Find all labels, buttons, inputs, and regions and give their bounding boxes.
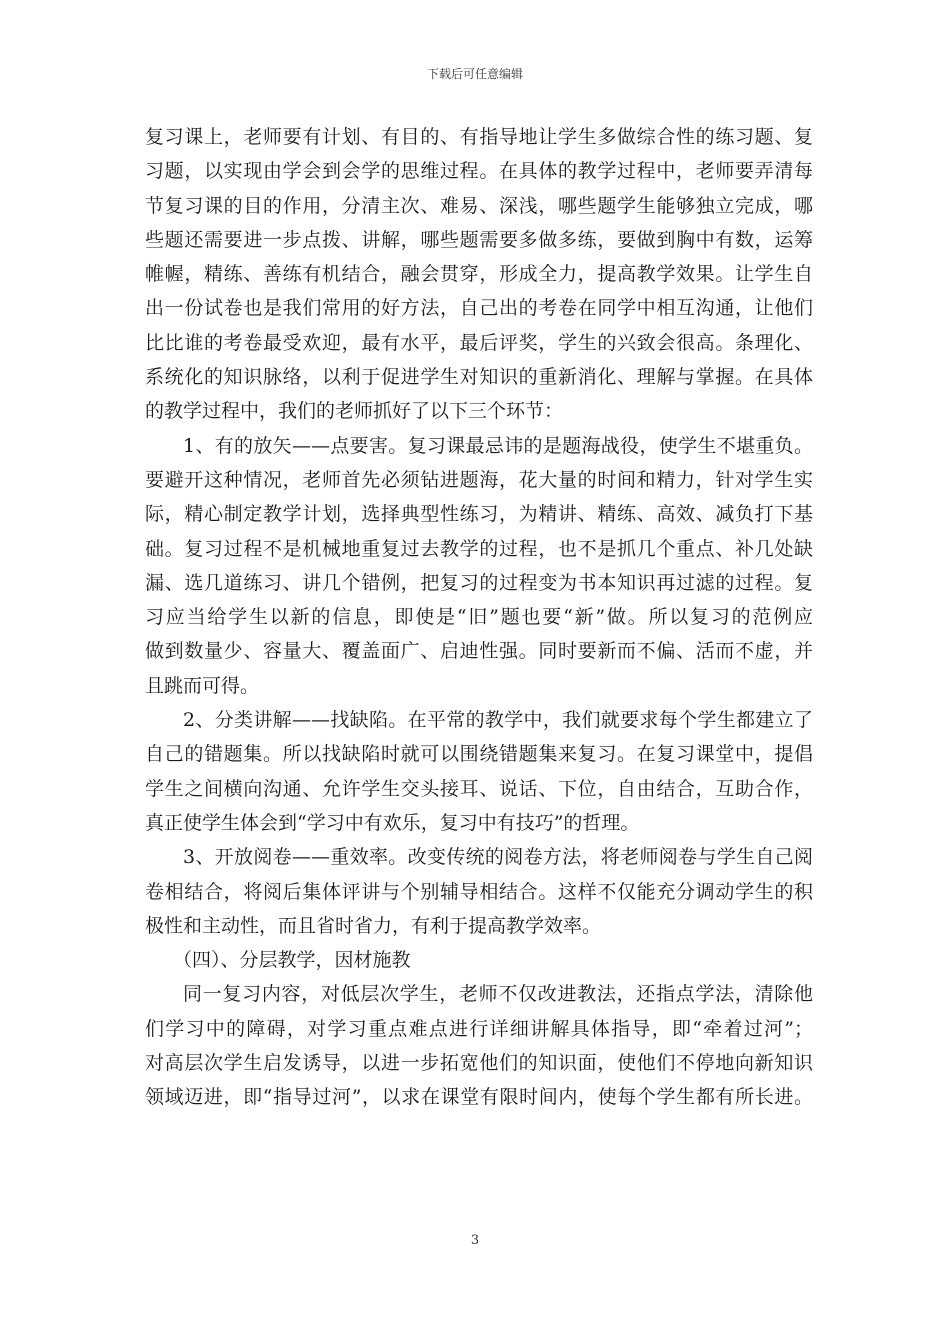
text-line: 的教学过程中，我们的老师抓好了以下三个环节： [145,400,564,423]
text-line: 做到数量少、容量大、覆盖面广、启迪性强。同时要新而不偏、活而不虚，并 [145,640,813,663]
text-line: 卷相结合，将阅后集体评讲与个别辅导相结合。这样不仅能充分调动学生的积 [145,880,813,903]
text-line: 们学习中的障碍，对学习重点难点进行详细讲解具体指导，即“牵着过河”； [145,1017,813,1040]
text-line: 际，精心制定教学计划，选择典型性练习，为精讲、精练、高效、减负打下基 [145,503,813,526]
text-line: 真正使学生体会到“学习中有欢乐，复习中有技巧”的哲理。 [145,811,640,834]
text-line: 2、分类讲解——找缺陷。在平常的教学中，我们就要求每个学生都建立了 [183,709,813,732]
text-line: 帷幄，精练、善练有机结合，融会贯穿，形成全力，提高教学效果。让学生自 [145,263,813,286]
text-line: 3、开放阅卷——重效率。改变传统的阅卷方法，将老师阅卷与学生自己阅 [183,846,813,869]
text-line: 节复习课的目的作用，分清主次、难易、深浅，哪些题学生能够独立完成，哪 [145,194,813,217]
text-line: 对高层次学生启发诱导，以进一步拓宽他们的知识面，使他们不停地向新知识 [145,1052,813,1075]
text-line: 习题，以实现由学会到会学的思维过程。在具体的教学过程中，老师要弄清每 [145,160,813,183]
text-line: 且跳而可得。 [145,674,260,697]
text-line: 同一复习内容，对低层次学生，老师不仅改进教法，还指点学法，清除他 [183,983,813,1006]
text-line: 础。复习过程不是机械地重复过去教学的过程，也不是抓几个重点、补几处缺 [145,537,813,560]
body-text [145,120,813,1115]
section-heading: （四）、分层教学，因材施教 [173,949,411,972]
text-line: 自己的错题集。所以找缺陷时就可以围绕错题集来复习。在复习课堂中，提倡 [145,743,813,766]
text-line: 复习课上，老师要有计划、有目的、有指导地让学生多做综合性的练习题、复 [145,126,813,148]
text-line: 漏、选几道练习、讲几个错例，把复习的过程变为书本知识再过滤的过程。复 [145,571,813,594]
text-line: 比比谁的考卷最受欢迎，最有水平，最后评奖，学生的兴致会很高。条理化、 [145,331,813,354]
text-line: 极性和主动性，而且省时省力，有利于提高教学效率。 [145,914,602,937]
text-line: 领域迈进，即“指导过河”，以求在课堂有限时间内，使每个学生都有所长进。 [145,1086,813,1109]
page-number: 3 [470,1233,480,1248]
text-line: 系统化的知识脉络，以利于促进学生对知识的重新消化、理解与掌握。在具体 [145,366,813,389]
page-header: 下载后可任意编辑 [426,67,523,81]
text-line: 出一份试卷也是我们常用的好方法，自己出的考卷在同学中相互沟通，让他们 [145,297,813,320]
text-line: 学生之间横向沟通、允许学生交头接耳、说话、下位，自由结合，互助合作， [145,777,813,800]
text-line: 1、有的放矢——点要害。复习课最忌讳的是题海战役，使学生不堪重负。 [183,434,813,457]
text-line: 些题还需要进一步点拨、讲解，哪些题需要多做多练，要做到胸中有数，运筹 [145,228,813,251]
text-line: 习应当给学生以新的信息，即使是“旧”题也要“新”做。所以复习的范例应 [145,606,813,629]
text-line: 要避开这种情况，老师首先必须钻进题海，花大量的时间和精力，针对学生实 [145,468,813,491]
